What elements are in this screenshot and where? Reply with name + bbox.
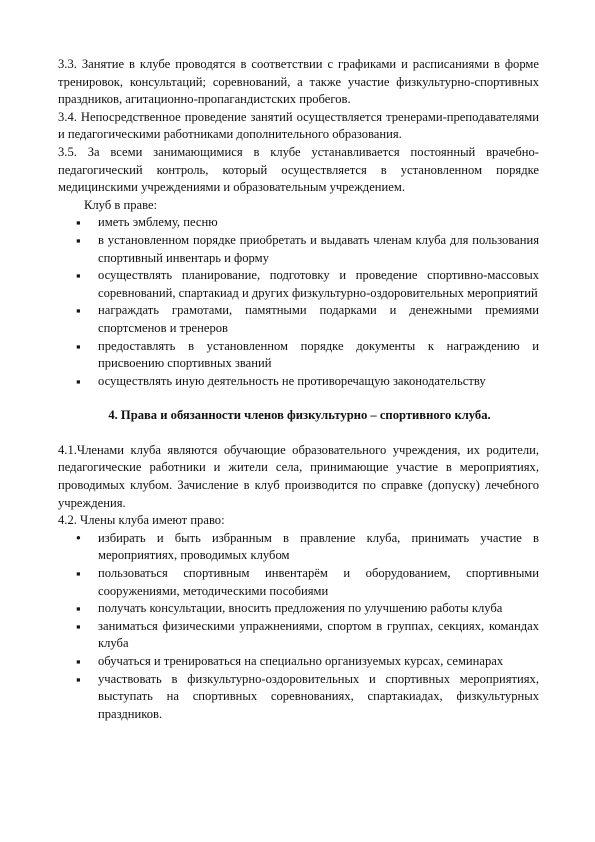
list-item: [74, 302, 539, 337]
club-rights-list: [58, 214, 539, 390]
list-item-text: награждать грамотами, памятными подарками и денежными премиями спортсменов и тренеров: [98, 303, 539, 335]
list-item: [74, 565, 539, 600]
list-item: [74, 214, 539, 232]
spacer: [58, 390, 539, 407]
square-bullet-icon: [76, 267, 88, 286]
paragraph-4-1: 4.1.Членами клуба являются обучающие образовательного учреждения, их родители, педагогические работники и жители села, принимающие участие в мероприятиях, проводимых клубом. Зачисление в клуб производится по справке (допуску) лечебного учреждения.: [58, 442, 539, 510]
paragraph-4-2: 4.2. Члены клуба имеют право:: [58, 513, 225, 528]
square-bullet-icon: [76, 373, 88, 392]
list-item-text: обучаться и тренироваться на специально организуемых курсах, семинарах: [98, 654, 504, 668]
square-bullet-icon: [76, 653, 88, 672]
list-item: [74, 338, 539, 373]
list-item: [74, 600, 539, 618]
list-item-text: осуществлять планирование, подготовку и проведение спортивно-массовых соревнований, спартакиад и других физкультурно-оздоровительных мероприятий: [98, 268, 539, 300]
square-bullet-icon: [76, 565, 88, 584]
list-item-text: получать консультации, вносить предложения по улучшению работы клуба: [98, 601, 503, 616]
square-bullet-icon: [76, 302, 88, 321]
list-item-text: предоставлять в установленном порядке документы к награждению и присвоению спортивных званий: [98, 338, 539, 371]
square-bullet-icon: [76, 671, 88, 690]
round-bullet-icon: [76, 530, 88, 549]
list-item-text: заниматься физическими упражнениями, спортом в группах, секциях, командах клуба: [98, 618, 539, 651]
list-item: [74, 267, 539, 302]
list-item: [74, 232, 539, 267]
square-bullet-icon: [76, 338, 88, 357]
list-item: [74, 618, 539, 653]
list-item-text: осуществлять иную деятельность не противоречащую законодательству: [98, 373, 486, 388]
paragraph-3-4: 3.4. Непосредственное проведение занятий осуществляется тренерами-преподавателями и педагогическими работниками дополнительного образования.: [58, 109, 539, 142]
list-item: [74, 653, 539, 671]
list-item-text: в установленном порядке приобретать и выдавать членам клуба для пользования спортивный инвентарь и форму: [98, 232, 539, 265]
member-rights-list: [58, 530, 539, 724]
section-4-heading: 4. Права и обязанности членов физкультурно – спортивного клуба.: [108, 408, 491, 423]
club-rights-label: Клуб в праве:: [84, 197, 158, 212]
square-bullet-icon: [76, 232, 88, 251]
square-bullet-icon: [76, 214, 88, 233]
list-item-text: иметь эмблему, песню: [98, 215, 218, 230]
square-bullet-icon: [76, 600, 88, 619]
list-item-text: участвовать в физкультурно-оздоровительных и спортивных мероприятиях, выступать на спортивных соревнованиях, спартакиадах, физкультурных праздников.: [98, 671, 539, 721]
list-item: [74, 373, 539, 391]
list-item: [74, 671, 539, 724]
list-item-text: пользоваться спортивным инвентарём и оборудованием, спортивными сооружениями, методическими пособиями: [98, 566, 539, 598]
spacer: [58, 425, 539, 442]
list-item-text: избирать и быть избранным в правление клуба, принимать участие в мероприятиях, проводимых клубом: [98, 530, 539, 563]
square-bullet-icon: [76, 618, 88, 637]
paragraph-3-5: 3.5. За всеми занимающимися в клубе устанавливается постоянный врачебно-педагогический контроль, который осуществляется в установленном порядке медицинскими учреждениями и образовательным учреждением.: [58, 144, 539, 195]
list-item: [74, 530, 539, 565]
paragraph-3-3: 3.3. Занятие в клубе проводятся в соответствии с графиками и расписаниями в форме тренировок, консультаций; соревнований, а также участие физкультурно-спортивных праздников, агитационно-пропагандистских пробегов.: [58, 57, 539, 107]
